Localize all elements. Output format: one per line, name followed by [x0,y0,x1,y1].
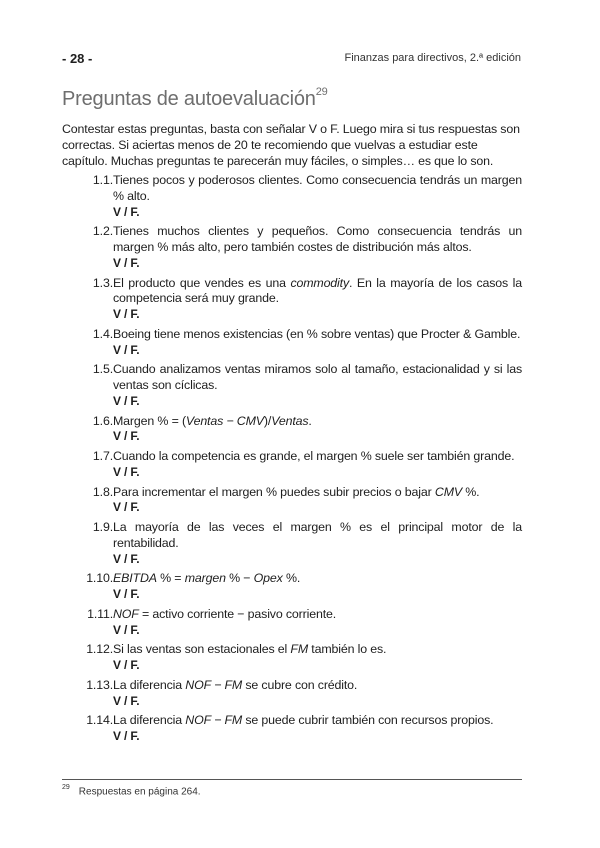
question-term: CMV [434,484,462,499]
answer-true-false: V / F. [113,658,140,673]
question-text-part: se cubre con crédito. [242,677,358,692]
question-text [113,520,522,552]
question-number: 1.7. [92,449,113,464]
question-number: 1.10. [86,571,113,586]
question-text-part: también lo es. [308,642,387,657]
question-text-part: Tienes muchos clientes y pequeños. Como consecuencia tendrás un margen % más alto, pero también costes de distribución más altos. [113,224,522,255]
footnote-text: Respuestas en página 264. [78,786,201,798]
question-item [62,607,522,639]
question-text-part: . [308,413,312,428]
question-text-part: . En la mayoría de los casos la competencia será muy grande. [113,275,523,306]
footnote [62,785,201,797]
question-item [62,224,522,271]
question-number: 1.6. [92,413,113,428]
answer-true-false: V / F. [113,622,140,637]
page-number: - 28 - [62,51,93,66]
question-term: NOF [113,606,139,621]
question-body [113,607,522,639]
question-item [62,414,522,446]
answer-true-false: V / F. [113,342,140,357]
question-item [62,713,522,745]
answer-true-false: V / F. [113,587,140,602]
question-number: 1.11. [87,606,113,621]
question-body [113,362,522,409]
question-term: commodity [290,275,349,290]
question-number: 1.14. [86,713,113,728]
question-text [113,485,522,501]
question-text-part: = activo corriente − pasivo corriente. [138,606,337,621]
question-text [113,571,522,587]
footnote-reference[interactable]: 29 [315,86,328,99]
question-number: 1.4. [92,326,113,341]
answer-true-false: V / F. [113,255,140,270]
intro-paragraph: Contestar estas preguntas, basta con señalar V o F. Luego mira si tus respuestas son correctas. Si aciertas menos de 20 te recomiendo que vuelvas a estudiar este capítulo. Muchas preguntas te parecerán muy fáciles, o simples… es que lo son. [62,122,520,168]
question-term: FM [290,642,309,657]
question-text-part: La mayoría de las veces el margen % es el principal motor de la rentabilidad. [113,520,522,550]
answer-true-false: V / F. [113,551,140,566]
answer-true-false: V / F. [113,693,140,708]
question-text-part: Tienes pocos y poderosos clientes. Como consecuencia tendrás un margen % alto. [113,173,522,203]
question-text [113,362,522,394]
question-item [62,449,522,481]
question-body [113,520,522,567]
answer-true-false: V / F. [113,204,140,219]
question-body [113,449,522,481]
question-number: 1.9. [92,520,113,535]
question-number: 1.12. [86,642,113,657]
question-body [113,571,522,603]
question-text-part: % = [156,571,185,586]
question-text-part: Para incrementar el margen % puedes subir precios o bajar [113,484,435,499]
question-text [113,173,522,205]
answer-true-false: V / F. [113,393,140,408]
question-body [113,678,522,710]
question-body [113,224,522,271]
footnote-marker: 29 [62,784,70,791]
question-text-part: Boeing tiene menos existencias (en % sobre ventas) que Procter & Gamble. [113,326,521,341]
question-text-part: se puede cubrir también con recursos propios. [242,713,494,728]
question-number: 1.8. [92,484,113,499]
question-text-part: )/ [263,413,272,428]
question-text-part: %. [461,484,480,499]
question-item [62,520,522,567]
question-text-part: La diferencia [113,713,186,728]
question-text [113,276,522,308]
question-number: 1.13. [86,677,113,692]
running-title: Finanzas para directivos, 2.ª edición [344,52,521,64]
question-item [62,327,522,359]
question-text-part: %. [282,571,301,586]
question-text [113,607,522,623]
question-number: 1.1. [92,173,113,187]
question-body [113,276,522,323]
question-item [62,485,522,517]
question-number: 1.3. [92,275,113,290]
question-text [113,642,522,658]
question-body [113,414,522,446]
question-term: Opex [253,571,283,586]
question-body [113,642,522,674]
question-item [62,276,522,323]
question-item [62,362,522,409]
answer-true-false: V / F. [113,429,140,444]
answer-true-false: V / F. [113,729,140,744]
section-heading [62,88,328,111]
answer-true-false: V / F. [113,500,140,515]
question-text [113,414,522,430]
question-item [62,571,522,603]
question-number: 1.2. [92,224,113,239]
question-item [62,642,522,674]
answer-true-false: V / F. [113,307,140,322]
section-heading-text: Preguntas de autoevaluación [62,88,316,110]
question-text [113,449,522,465]
question-text-part: Cuando la competencia es grande, el margen % suele ser también grande. [113,449,515,464]
question-item [62,173,522,220]
question-number: 1.5. [92,362,113,377]
question-text-part: Si las ventas son estacionales el [113,642,291,657]
question-text [113,713,522,729]
question-list [62,173,522,749]
question-body [113,173,522,220]
question-text-part: Margen % = ( [113,413,186,428]
question-term: NOF − FM [185,677,243,692]
question-body [113,713,522,745]
question-text-part: La diferencia [113,677,186,692]
answer-true-false: V / F. [113,464,140,479]
page-header [62,51,521,69]
question-term: EBITDA [113,571,157,586]
question-term: Ventas − CMV [185,413,264,428]
question-text [113,678,522,694]
question-text-part: % − [225,571,254,586]
question-term: Ventas [271,413,309,428]
question-text-part: El producto que vendes es una [113,275,291,290]
question-text [113,327,522,343]
question-body [113,327,522,359]
question-term: margen [184,571,226,586]
question-item [62,678,522,710]
footnote-divider [62,779,522,780]
question-body [113,485,522,517]
question-text-part: Cuando analizamos ventas miramos solo al tamaño, estacionalidad y si las ventas son cíclicas. [113,362,522,393]
question-text [113,224,522,256]
question-term: NOF − FM [185,713,243,728]
